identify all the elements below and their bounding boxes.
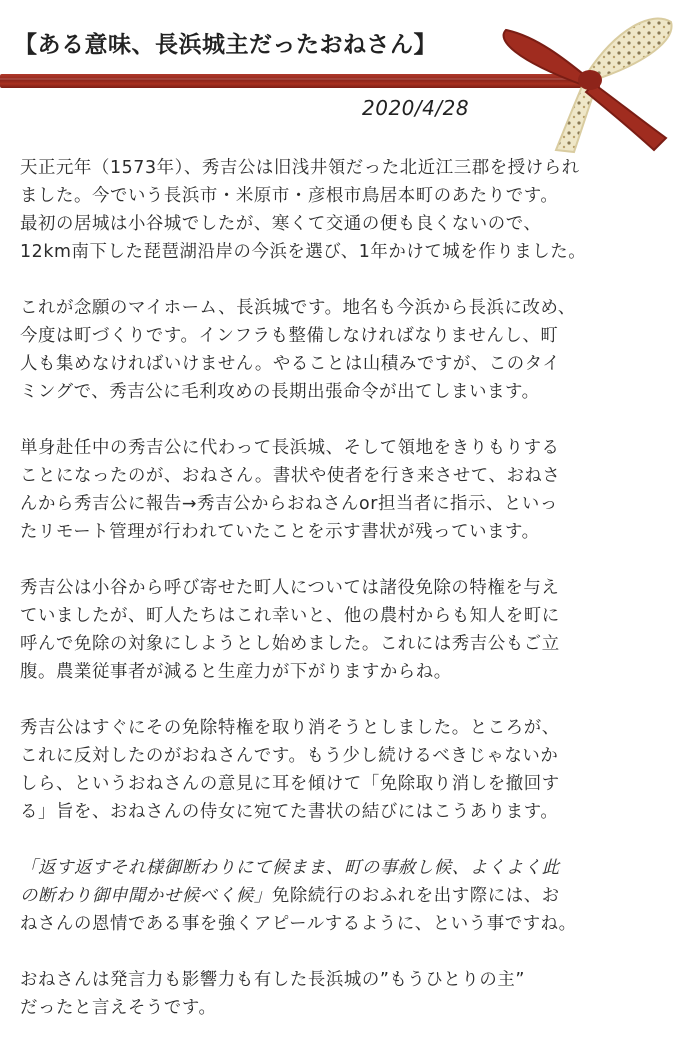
paragraph-2 bbox=[20, 294, 665, 406]
text-line: 秀吉公は小谷から呼び寄せた町人については諸役免除の特権を与え bbox=[20, 578, 560, 598]
text-line: 今度は町づくりです。インフラも整備しなければなりませんし、町 bbox=[20, 326, 559, 346]
paragraph-4 bbox=[20, 574, 665, 686]
text-line: しら、というおねさんの意見に耳を傾けて「免除取り消しを撤回す bbox=[20, 774, 560, 794]
text-line: おねさんは発言力も影響力も有した長浜城の”もうひとりの主” bbox=[20, 970, 525, 990]
text-line: る」旨を、おねさんの侍女に宛てた書状の結びにはこうあります。 bbox=[20, 802, 559, 822]
text-line: ことになったのが、おねさん。書状や使者を行き来させて、おねさ bbox=[20, 466, 561, 486]
text-line: んから秀吉公に報告→秀吉公からおねさんor担当者に指示、といっ bbox=[20, 494, 558, 514]
article-body bbox=[20, 154, 665, 1050]
text-line: ていましたが、町人たちはこれ幸いと、他の農村からも知人を町に bbox=[20, 606, 560, 626]
text-line: ねさんの恩情である事を強くアピールするように、という事ですね。 bbox=[20, 914, 577, 934]
text-line: 人も集めなければいけません。やることは山積みですが、このタイ bbox=[20, 354, 561, 374]
text-line: 秀吉公はすぐにその免除特権を取り消そうとしました。ところが、 bbox=[20, 718, 560, 738]
text-line: 最初の居城は小谷城でしたが、寒くて交通の便も良くないので、 bbox=[20, 214, 542, 234]
text-line: 単身赴任中の秀吉公に代わって長浜城、そして領地をきりもりする bbox=[20, 438, 560, 458]
text-line: 12km南下した琵琶湖沿岸の今浜を選び、1年かけて城を作りました。 bbox=[20, 242, 587, 262]
quoted-letter-line: の断わり御申聞かせ候べく候」 bbox=[20, 886, 272, 906]
text-line: たリモート管理が行われていたことを示す書状が残っています。 bbox=[20, 522, 540, 542]
paragraph-5 bbox=[20, 714, 665, 826]
text-line: これに反対したのがおねさんです。もう少し続けるべきじゃないか bbox=[20, 746, 559, 766]
text-line: ました。今でいう長浜市・米原市・彦根市鳥居本町のあたりです。 bbox=[20, 186, 559, 206]
text-line: だったと言えそうです。 bbox=[20, 998, 217, 1018]
paragraph-closing bbox=[20, 966, 665, 1022]
text-line: これが念願のマイホーム、長浜城です。地名も今浜から長浜に改め、 bbox=[20, 298, 576, 318]
text-line: 腹。農業従事者が減ると生産力が下がりますからね。 bbox=[20, 662, 452, 682]
post-date: 2020/4/28 bbox=[362, 96, 470, 120]
text-line: 呼んで免除の対象にしようとし始めました。これには秀吉公もご立 bbox=[20, 634, 560, 654]
ribbon-bow-decoration bbox=[476, 0, 676, 160]
text-line: 天正元年（1573年）、秀吉公は旧浅井領だった北近江三郡を授けられ bbox=[20, 158, 580, 178]
paragraph-quote bbox=[20, 854, 665, 938]
page-title: 【ある意味、長浜城主だったおねさん】 bbox=[14, 32, 437, 58]
text-segment: 免除続行のおふれを出す際には、お bbox=[271, 886, 560, 906]
paragraph-1 bbox=[20, 154, 665, 266]
paragraph-3 bbox=[20, 434, 665, 546]
quoted-letter-line: 「返す返すそれ様御断わりにて候まま、町の事赦し候、よくよく此 bbox=[20, 858, 560, 878]
text-line: ミングで、秀吉公に毛利攻めの長期出張命令が出てしまいます。 bbox=[20, 382, 540, 402]
